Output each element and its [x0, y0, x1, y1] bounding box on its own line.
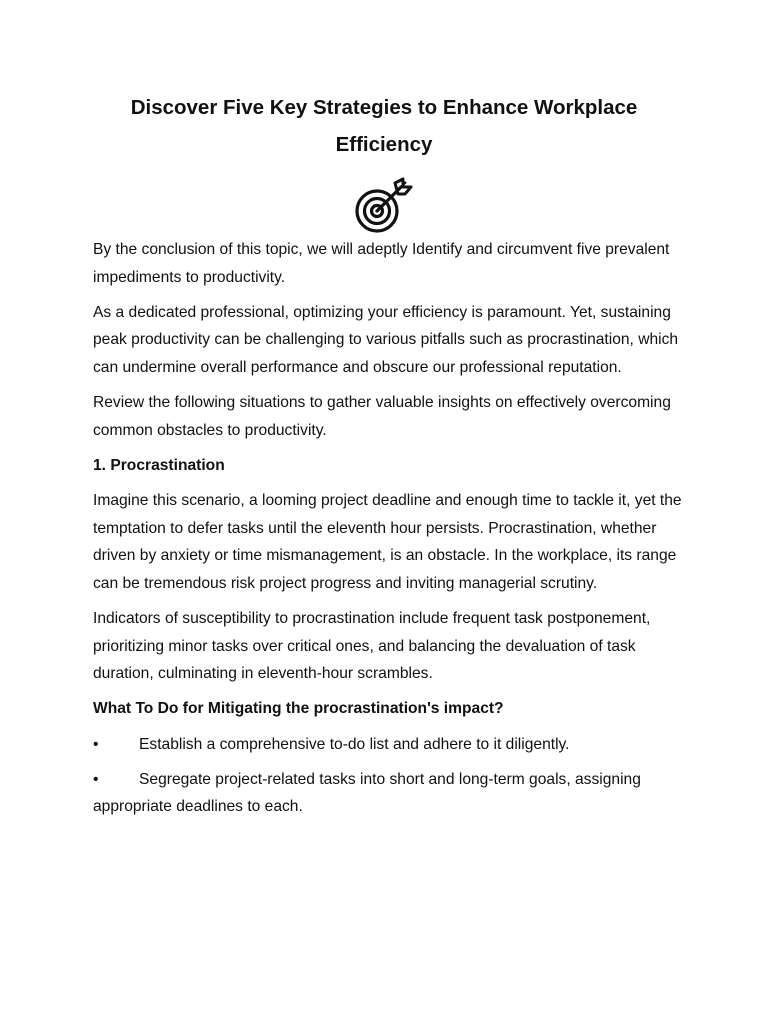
- target-arrow-icon: [353, 175, 415, 235]
- document-title: Discover Five Key Strategies to Enhance Workplace Efficiency: [130, 96, 638, 156]
- context-paragraph: As a dedicated professional, optimizing your efficiency is paramount. Yet, sustaining peak productivity can be challenging to various pitfalls such as procrastination, which can undermine overall performance and obscure our professional reputation.: [93, 303, 679, 376]
- scenario-paragraph: Imagine this scenario, a looming project deadline and enough time to tackle it, yet the temptation to defer tasks until the eleventh hour persists. Procrastination, whether driven by anxiety or time mismanagement, is an obstacle. In the workplace, its range can be tremendous risk project progress and inviting managerial scrutiny.: [93, 492, 682, 592]
- document-body: [93, 236, 683, 829]
- bullet-text: Establish a comprehensive to-do list and adhere to it diligently.: [139, 735, 570, 753]
- bullet-symbol: •: [93, 770, 99, 788]
- bullet-symbol: •: [93, 735, 99, 753]
- indicators-paragraph: Indicators of susceptibility to procrastination include frequent task postponement, prioritizing minor tasks over critical ones, and balancing the devaluation of task duration, culminating in eleventh-hour scrambles.: [93, 610, 651, 683]
- section-heading-procrastination: 1. Procrastination: [93, 456, 225, 474]
- bullet-item: [93, 731, 683, 759]
- bullet-item: [93, 766, 683, 821]
- bullet-text: Segregate project-related tasks into short and long-term goals, assigning appropriate deadlines to each.: [93, 770, 641, 816]
- intro-paragraph: By the conclusion of this topic, we will adeptly Identify and circumvent five prevalent impediments to productivity.: [93, 241, 670, 286]
- mitigation-subheading: What To Do for Mitigating the procrastination's impact?: [93, 700, 504, 718]
- review-paragraph: Review the following situations to gather valuable insights on effectively overcoming common obstacles to productivity.: [93, 394, 671, 439]
